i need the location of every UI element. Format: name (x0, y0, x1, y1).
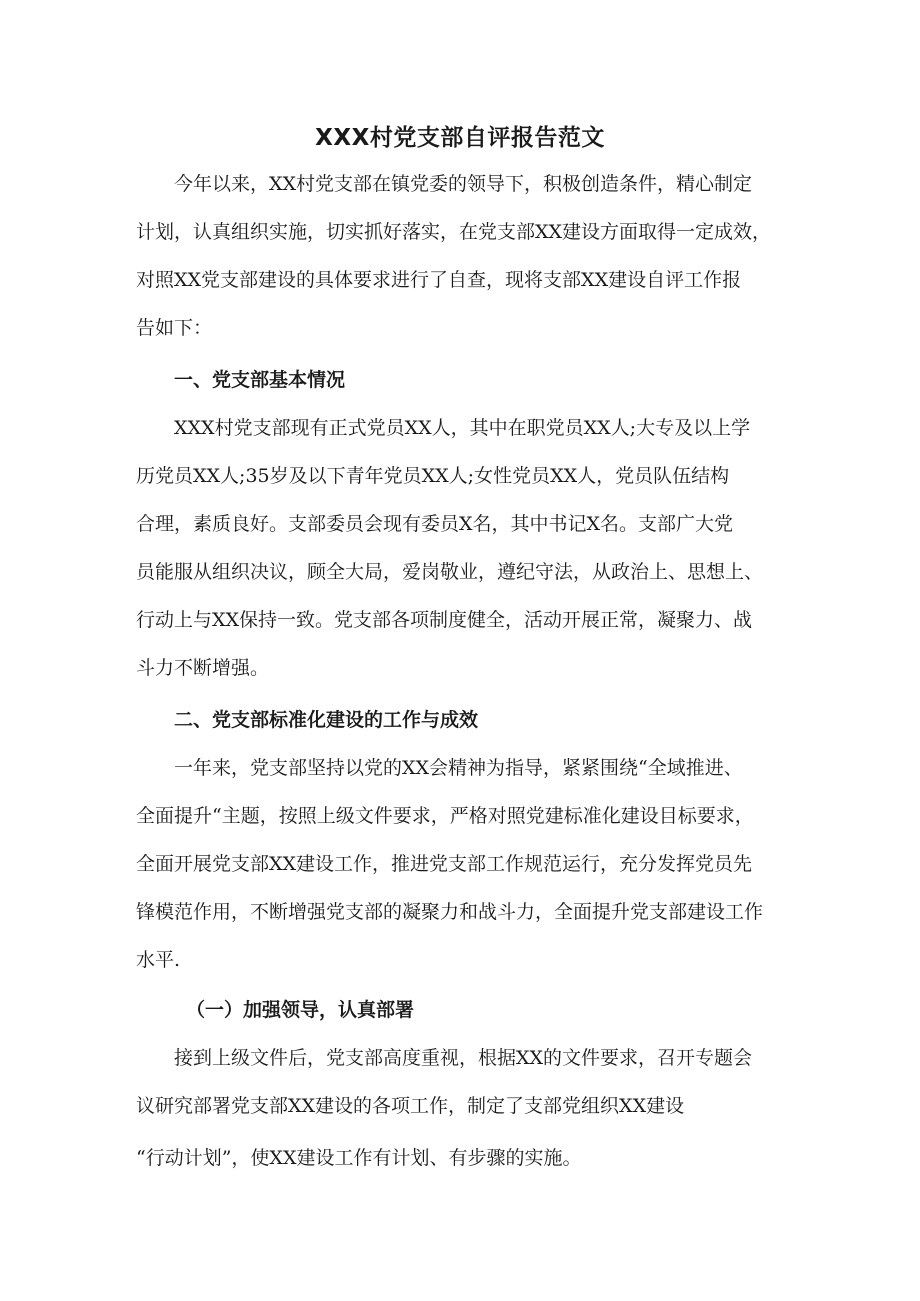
paragraph-line: 接到上级文件后，党支部高度重视，根据XX的文件要求，召开专题会 (174, 1047, 753, 1069)
document-title: XXX村党支部自评报告范文 (315, 125, 605, 151)
paragraph-line: XXX村党支部现有正式党员XX人，其中在职党员XX人;大专及以上学 (174, 417, 751, 439)
intro-paragraph (136, 160, 796, 352)
paragraph-line: 全面开展党支部XX建设工作，推进党支部工作规范运行，充分发挥党员先 (136, 853, 753, 875)
paragraph-line: 今年以来，XX村党支部在镇党委的领导下，积极创造条件，精心制定 (174, 173, 753, 195)
standardization-paragraph (136, 744, 796, 984)
paragraph-line: 行动上与XX保持一致。党支部各项制度健全，活动开展正常，凝聚力、战 (136, 609, 753, 631)
paragraph-line: 水平. (136, 949, 181, 971)
paragraph-line: 全面提升“主题，按照上级文件要求，严格对照党建标准化建设目标要求， (136, 805, 754, 827)
paragraph-line: 锋模范作用，不断增强党支部的凝聚力和战斗力，全面提升党支部建设工作 (136, 901, 764, 923)
section-heading-standardization: 二、党支部标准化建设的工作与成效 (174, 709, 479, 731)
paragraph-line: “行动计划”，使XX建设工作有计划、有步骤的实施。 (136, 1147, 582, 1169)
section-heading-basic-info: 一、党支部基本情况 (174, 369, 346, 391)
paragraph-line: 计划，认真组织实施，切实抓好落实，在党支部XX建设方面取得一定成效， (136, 221, 772, 243)
leadership-paragraph (136, 1034, 796, 1182)
subsection-heading-leadership: （一）加强领导，认真部署 (186, 999, 415, 1021)
paragraph-line: 对照XX党支部建设的具体要求进行了自查，现将支部XX建设自评工作报 (136, 269, 742, 291)
paragraph-line: 议研究部署党支部XX建设的各项工作，制定了支部党组织XX建设 (136, 1095, 685, 1117)
paragraph-line: 合理，素质良好。支部委员会现有委员X名，其中书记X名。支部广大党 (136, 513, 734, 535)
paragraph-line: 历党员XX人;35岁及以下青年党员XX人;女性党员XX人，党员队伍结构 (136, 465, 730, 487)
paragraph-line: 告如下： (136, 317, 213, 339)
paragraph-line: 一年来，党支部坚持以党的XX会精神为指导，紧紧围绕“全域推进、 (174, 757, 743, 779)
paragraph-line: 斗力不断增强。 (136, 657, 270, 679)
paragraph-line: 员能服从组织决议，顾全大局，爱岗敬业，遵纪守法，从政治上、思想上、 (136, 561, 764, 583)
basic-info-paragraph (136, 404, 796, 692)
